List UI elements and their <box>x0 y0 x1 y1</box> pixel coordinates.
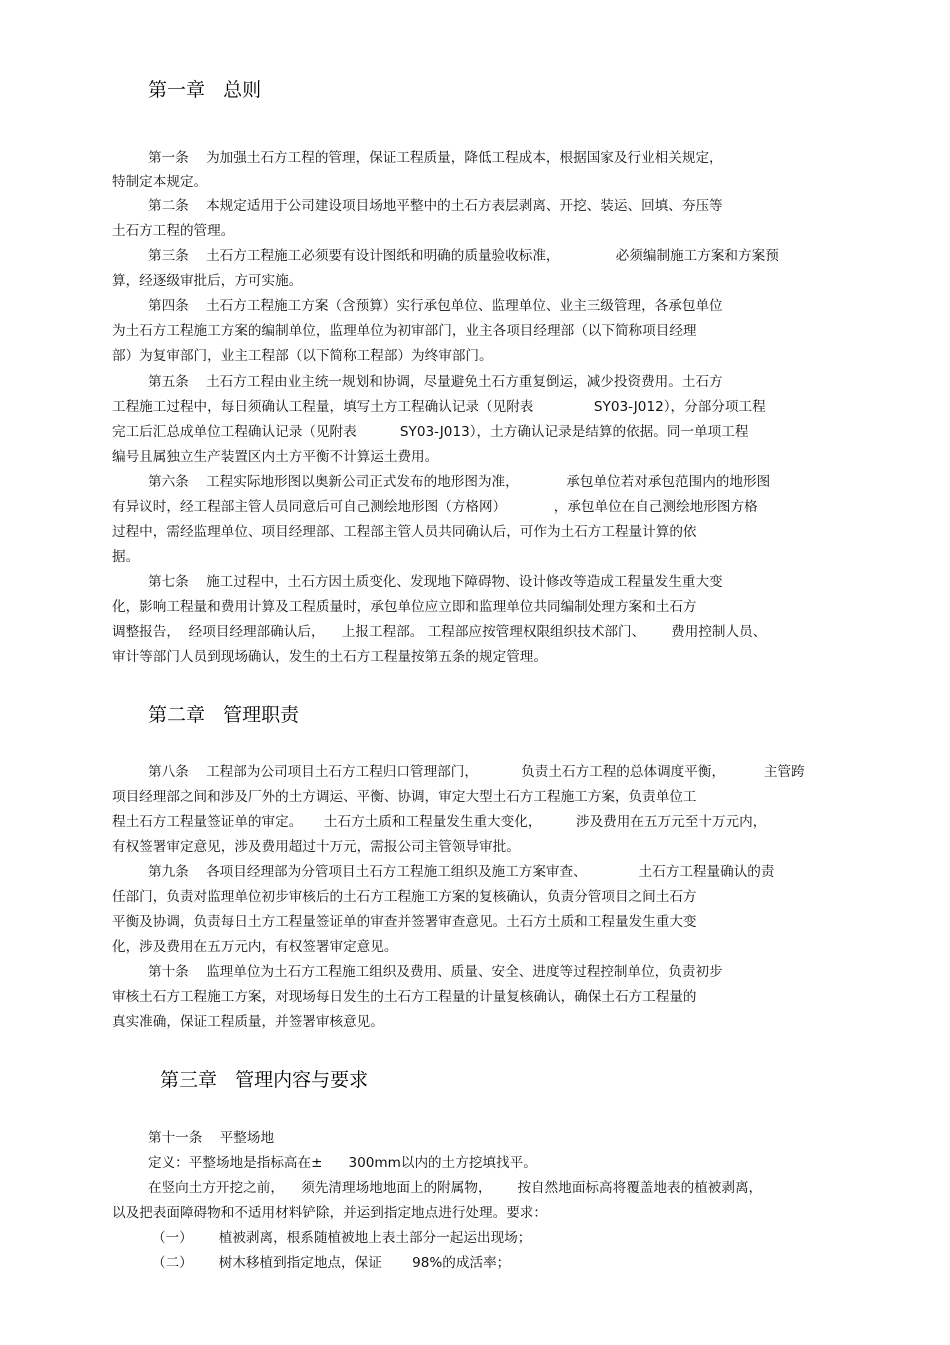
paragraph-line: 第九条 各项目经理部为分管项目土石方工程施工组织及施工方案审查、 土石方工程量确认的责 <box>148 864 775 880</box>
paragraph-line: 有异议时，经工程部主管人员同意后可自己测绘地形图（方格网） ，承包单位在自己测绘地形图方格 <box>112 499 758 515</box>
paragraph-line: 程土石方工程量签证单的审定。 土石方土质和工程量发生重大变化， 涉及费用在五万元至十万元内， <box>112 814 767 830</box>
paragraph-line: 第一条 为加强土石方工程的管理，保证工程质量，降低工程成本，根据国家及行业相关规定， <box>148 150 723 166</box>
paragraph-line: 算，经逐级审批后，方可实施。 <box>112 273 303 289</box>
paragraph-line: 过程中，需经监理单位、项目经理部、工程部主管人员共同确认后，可作为土石方工程量计算的依 <box>112 524 697 540</box>
paragraph-line: 第十一条 平整场地 <box>148 1130 275 1146</box>
paragraph-line: 平衡及协调，负责每日土方工程量签证单的审查并签署审查意见。土石方土质和工程量发生重大变 <box>112 914 697 930</box>
paragraph-line: 土石方工程的管理。 <box>112 223 235 239</box>
paragraph-line: 第七条 施工过程中，土石方因土质变化、发现地下障碍物、设计修改等造成工程量发生重大变 <box>148 574 723 590</box>
paragraph-line: 在竖向土方开挖之前， 须先清理场地地面上的附属物， 按自然地面标高将覆盖地表的植被剥离， <box>148 1180 763 1196</box>
paragraph-line: 第六条 工程实际地形图以奥新公司正式发布的地形图为准， 承包单位若对承包范围内的地形图 <box>148 474 771 490</box>
paragraph-line: 定义：平整场地是指标高在± 300mm以内的土方挖填找平。 <box>148 1155 537 1171</box>
paragraph-line: 调整报告， 经项目经理部确认后， 上报工程部。 工程部应按管理权限组织技术部门、 费用控制人员、 <box>112 624 767 640</box>
paragraph-line: 审核土石方工程施工方案，对现场每日发生的土石方工程量的计量复核确认，确保土石方工程量的 <box>112 989 697 1005</box>
paragraph-line: 第三条 土石方工程施工必须要有设计图纸和明确的质量验收标准， 必须编制施工方案和方案预 <box>148 248 779 264</box>
paragraph-line: 第二条 本规定适用于公司建设项目场地平整中的土石方表层剥离、开挖、装运、回填、夯压等 <box>148 198 723 214</box>
paragraph-line: 工程施工过程中，每日须确认工程量，填写土方工程确认记录（见附表 SY03-J012），分部分项工程 <box>112 399 766 415</box>
paragraph-line: 为土石方工程施工方案的编制单位，监理单位为初审部门，业主各项目经理部（以下简称项目经理 <box>112 323 697 339</box>
paragraph-line: 项目经理部之间和涉及厂外的土方调运、平衡、协调，审定大型土石方工程施工方案，负责单位工 <box>112 789 697 805</box>
paragraph-line: 第十条 监理单位为土石方工程施工组织及费用、质量、安全、进度等过程控制单位，负责初步 <box>148 964 723 980</box>
paragraph-line: 部）为复审部门，业主工程部（以下简称工程部）为终审部门。 <box>112 348 493 364</box>
paragraph-line: 第八条 工程部为公司项目土石方工程归口管理部门， 负责土石方工程的总体调度平衡， 主管跨 <box>148 764 805 780</box>
paragraph-line: 化，影响工程量和费用计算及工程质量时，承包单位应立即和监理单位共同编制处理方案和土石方 <box>112 599 697 615</box>
paragraph-line: （二） 树木移植到指定地点，保证 98%的成活率； <box>152 1255 511 1271</box>
paragraph-line: （一） 植被剥离，根系随植被地上表土部分一起运出现场； <box>152 1230 532 1246</box>
chapter-1-title: 第一章 总则 <box>148 79 262 101</box>
chapter-2-title: 第二章 管理职责 <box>148 704 300 726</box>
paragraph-line: 第五条 土石方工程由业主统一规划和协调，尽量避免土石方重复倒运，减少投资费用。土石方 <box>148 374 723 390</box>
paragraph-line: 特制定本规定。 <box>112 174 208 190</box>
paragraph-line: 完工后汇总成单位工程确认记录（见附表 SY03-J013），土方确认记录是结算的依据。同一单项工程 <box>112 424 749 440</box>
paragraph-line: 有权签署审定意见，涉及费用超过十万元，需报公司主管领导审批。 <box>112 839 520 855</box>
paragraph-line: 据。 <box>112 549 140 565</box>
paragraph-line: 任部门，负责对监理单位初步审核后的土石方工程施工方案的复核确认，负责分管项目之间土石方 <box>112 889 697 905</box>
paragraph-line: 真实准确，保证工程质量，并签署审核意见。 <box>112 1014 384 1030</box>
paragraph-line: 以及把表面障碍物和不适用材料铲除，并运到指定地点进行处理。要求： <box>112 1205 547 1221</box>
chapter-3-title: 第三章 管理内容与要求 <box>160 1069 369 1091</box>
paragraph-line: 化，涉及费用在五万元内，有权签署审定意见。 <box>112 939 398 955</box>
paragraph-line: 编号且属独立生产装置区内土方平衡不计算运土费用。 <box>112 449 439 465</box>
paragraph-line: 第四条 土石方工程施工方案（含预算）实行承包单位、监理单位、业主三级管理，各承包单位 <box>148 298 723 314</box>
paragraph-line: 审计等部门人员到现场确认，发生的土石方工程量按第五条的规定管理。 <box>112 649 547 665</box>
